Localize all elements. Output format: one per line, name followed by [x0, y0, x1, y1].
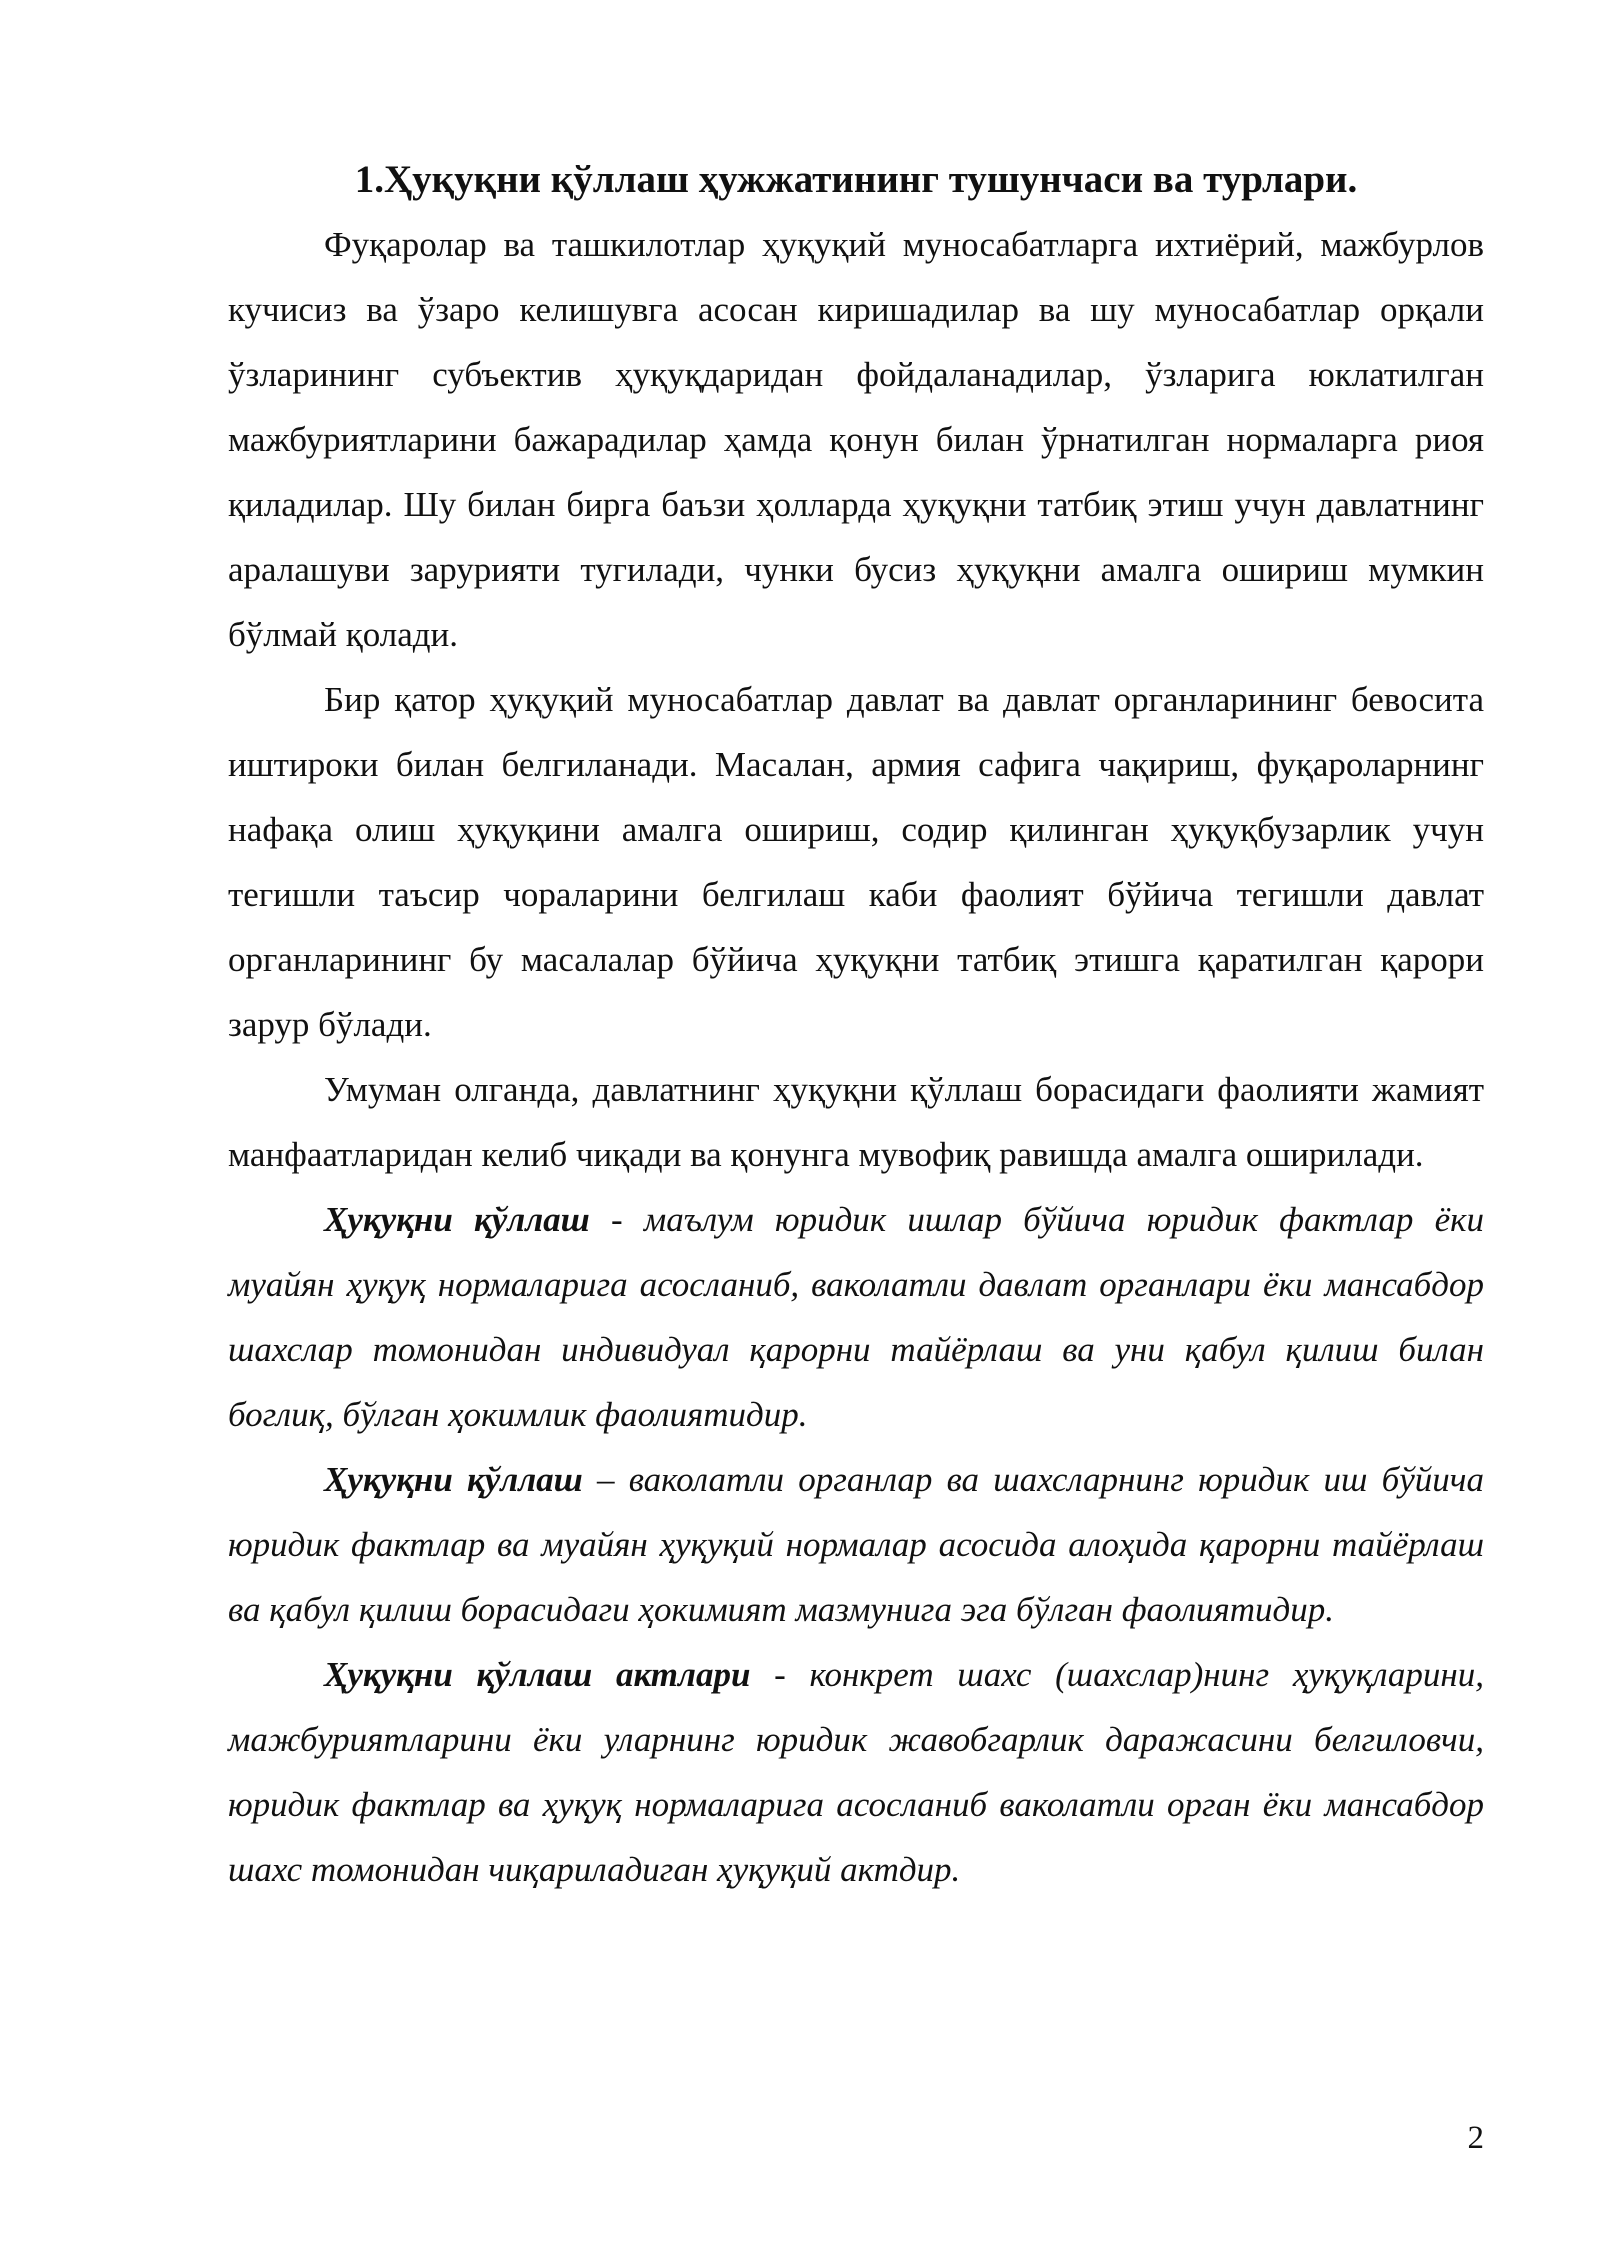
- definition-term: Ҳуқуқни қўллаш: [324, 1460, 583, 1499]
- definition-1: [228, 1187, 1484, 1447]
- paragraph-2: Бир қатор ҳуқуқий муносабатлар давлат ва давлат органларининг бевосита иштироки билан белгиланади. Масалан, армия сафига чақириш, фуқароларнинг нафақа олиш ҳуқуқини амалга ошириш, содир қилинган ҳуқуқбузарлик учун тегишли таъсир чораларини белгилаш каби фаолият бўйича тегишли давлат органларининг бу масалалар бўйича ҳуқуқни татбиқ этишга қаратилган қарори зарур бўлади.: [228, 680, 1484, 1044]
- definition-2: [228, 1447, 1484, 1642]
- definition-text: - конкрет шахс (шахслар)нинг ҳуқуқларини, мажбуриятларини ёки уларнинг юридик жавобгарлик даражасини белгиловчи, юридик фактлар ва ҳуқуқ нормаларига асосланиб ваколатли орган ёки мансабдор шахс томонидан чиқариладиган ҳуқуқий актдир.: [228, 1655, 1484, 1889]
- page-number: 2: [1467, 2120, 1484, 2156]
- definition-3: [228, 1642, 1484, 1902]
- definition-term: Ҳуқуқни қўллаш актлари: [324, 1655, 751, 1694]
- paragraph-3: Умуман олганда, давлатнинг ҳуқуқни қўллаш борасидаги фаолияти жамият манфаатларидан келиб чиқади ва қонунга мувофиқ равишда амалга оширилади.: [228, 1070, 1484, 1174]
- document-page: [228, 150, 1484, 1902]
- section-heading: 1.Ҳуқуқни қўллаш ҳужжатининг тушунчаси ва турлари.: [354, 158, 1358, 201]
- definition-term: Ҳуқуқни қўллаш: [324, 1200, 590, 1239]
- definition-text: - маълум юридик ишлар бўйича юридик фактлар ёки муайян ҳуқуқ нормаларига асосланиб, ваколатли давлат органлари ёки мансабдор шахслар томонидан индивидуал қарорни тайёрлаш ва уни қабул қилиш билан боглиқ, бўлган ҳокимлик фаолиятидир.: [228, 1200, 1484, 1434]
- definition-text: – ваколатли органлар ва шахсларнинг юридик иш бўйича юридик фактлар ва муайян ҳуқуқий нормалар асосида алоҳида қарорни тайёрлаш ва қабул қилиш борасидаги ҳокимият мазмунига эга бўлган фаолиятидир.: [228, 1460, 1484, 1629]
- paragraph-1: Фуқаролар ва ташкилотлар ҳуқуқий муносабатларга ихтиёрий, мажбурлов кучисиз ва ўзаро келишувга асосан киришадилар ва шу муносабатлар орқали ўзларининг субъектив ҳуқуқдаридан фойдаланадилар, ўзларига юклатилган мажбуриятларини бажарадилар ҳамда қонун билан ўрнатилган нормаларга риоя қиладилар. Шу билан бирга баъзи ҳолларда ҳуқуқни татбиқ этиш учун давлатнинг аралашуви зарурияти тугилади, чунки бусиз ҳуқуқни амалга ошириш мумкин бўлмай қолади.: [228, 225, 1484, 654]
